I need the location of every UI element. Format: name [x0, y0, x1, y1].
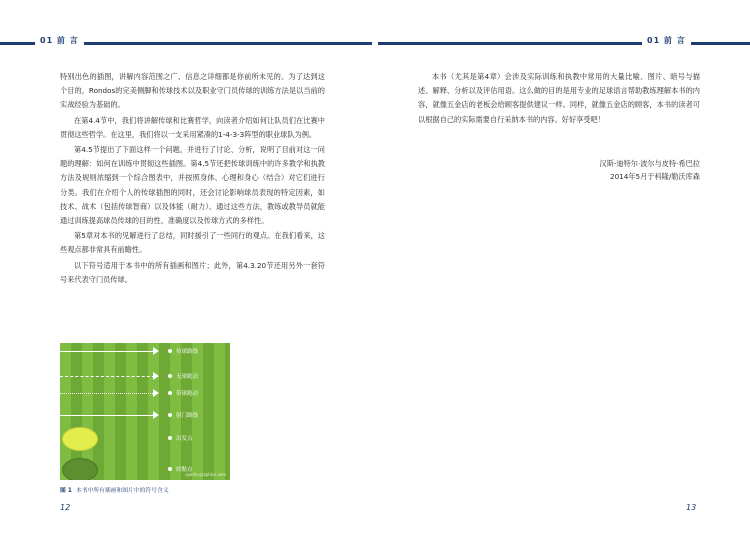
pass-line-icon	[60, 351, 155, 352]
paragraph: 本书（尤其是第4章）会涉及实际训练和执教中常用的大量比喻、图片、暗号与描述、解释、分析以及评估用语。这么做的目的是用专业的足球语言帮助教练理解本书的内容，就像五金店的老板会给顾客提供建议一样。同样，就像五金店的顾客，本书的读者可以根据自己的实际需要自行采纳本书的内容。好好享受吧！	[418, 72, 700, 124]
paragraph: 第5章对本书的见解进行了总结，同时援引了一些同行的观点。在我们看来，这些观点都非常具有前瞻性。	[60, 231, 325, 255]
paragraph: 在第4.4节中，我们将讲解传球和比赛哲学，向读者介绍如何让队员们在比赛中贯彻这些哲学。在这里，我们将以一支采用紧凑的1-4-3-3阵型的职业球队为例。	[60, 115, 325, 139]
figure-credit: sports-graphics.com	[185, 472, 226, 477]
arrow-icon	[153, 389, 159, 397]
paragraph: 第4.5节提出了下面这样一个问题，并进行了讨论、分析，说明了目前对这一问题的理解：如何在训练中贯彻这些插图。第4.5节还把传球训练中的许多教学和执教方法及规则浓缩到一个综合图表中，并按照身体、心理和身心（结合）对它们进行分类。我们在介绍个人的传球插图的同时，还会讨论影响球员表现的特定因素，如技术、战术（包括传球智商）以及体能（耐力）。通过这些方法，教练或教导员就能通过训练提高球员传球的目的性、准确度以及传球方式的多样性。	[60, 145, 325, 226]
run-line-icon	[60, 376, 155, 377]
shot-line-icon	[60, 415, 155, 416]
legend-pass-route	[60, 346, 230, 358]
paragraph: 特别出色的插图，讲解内容范围之广、信息之详细都是你前所未见的。为了达到这个目的，Rondos的完美侧脚和传球技术以及职业守门员传球的训练方法是以当前的实战经验为基础的。	[60, 72, 325, 110]
page-number-right: 13	[686, 503, 697, 512]
legend-label: 終點点	[176, 467, 193, 473]
legend-label: 射门路线	[176, 413, 199, 419]
legend-dribble	[60, 388, 230, 400]
book-gutter	[372, 0, 378, 539]
arrow-icon	[153, 347, 159, 355]
author-signature	[500, 157, 700, 183]
header-rule-right	[372, 42, 750, 45]
legend-label: 传球路线	[176, 349, 199, 355]
symbol-legend-figure	[60, 343, 230, 480]
legend-label: 无球跑动	[176, 374, 199, 380]
legend-label: 带球跑动	[176, 391, 199, 397]
legend-start-point	[60, 433, 230, 445]
arrow-icon	[153, 411, 159, 419]
page-number-left: 12	[60, 503, 71, 512]
figure-number: 图 1	[60, 488, 72, 494]
chapter-header-left: 01 前 言	[35, 35, 84, 46]
figure-caption	[60, 485, 169, 494]
arrow-icon	[153, 372, 159, 380]
right-page-body	[418, 70, 700, 128]
figure-caption-text: 本书中所有插画和图片中的符号含义	[75, 488, 169, 494]
legend-label: 出发点	[176, 436, 193, 442]
legend-shot	[60, 410, 230, 422]
left-page-body	[60, 70, 325, 288]
dribble-line-icon	[60, 393, 155, 394]
chapter-header-right: 01 前 言	[642, 35, 691, 46]
legend-off-ball-run	[60, 371, 230, 383]
date-place: 2014年5月于科隆/勒沃库森	[610, 172, 700, 181]
author-names: 汉斯-迪特尔·波尔与皮特·希巴拉	[599, 159, 700, 168]
paragraph: 以下符号适用于本书中的所有插画和图片；此外，第4.3.20节还用另外一套符号来代表守门员传球。	[60, 260, 325, 284]
